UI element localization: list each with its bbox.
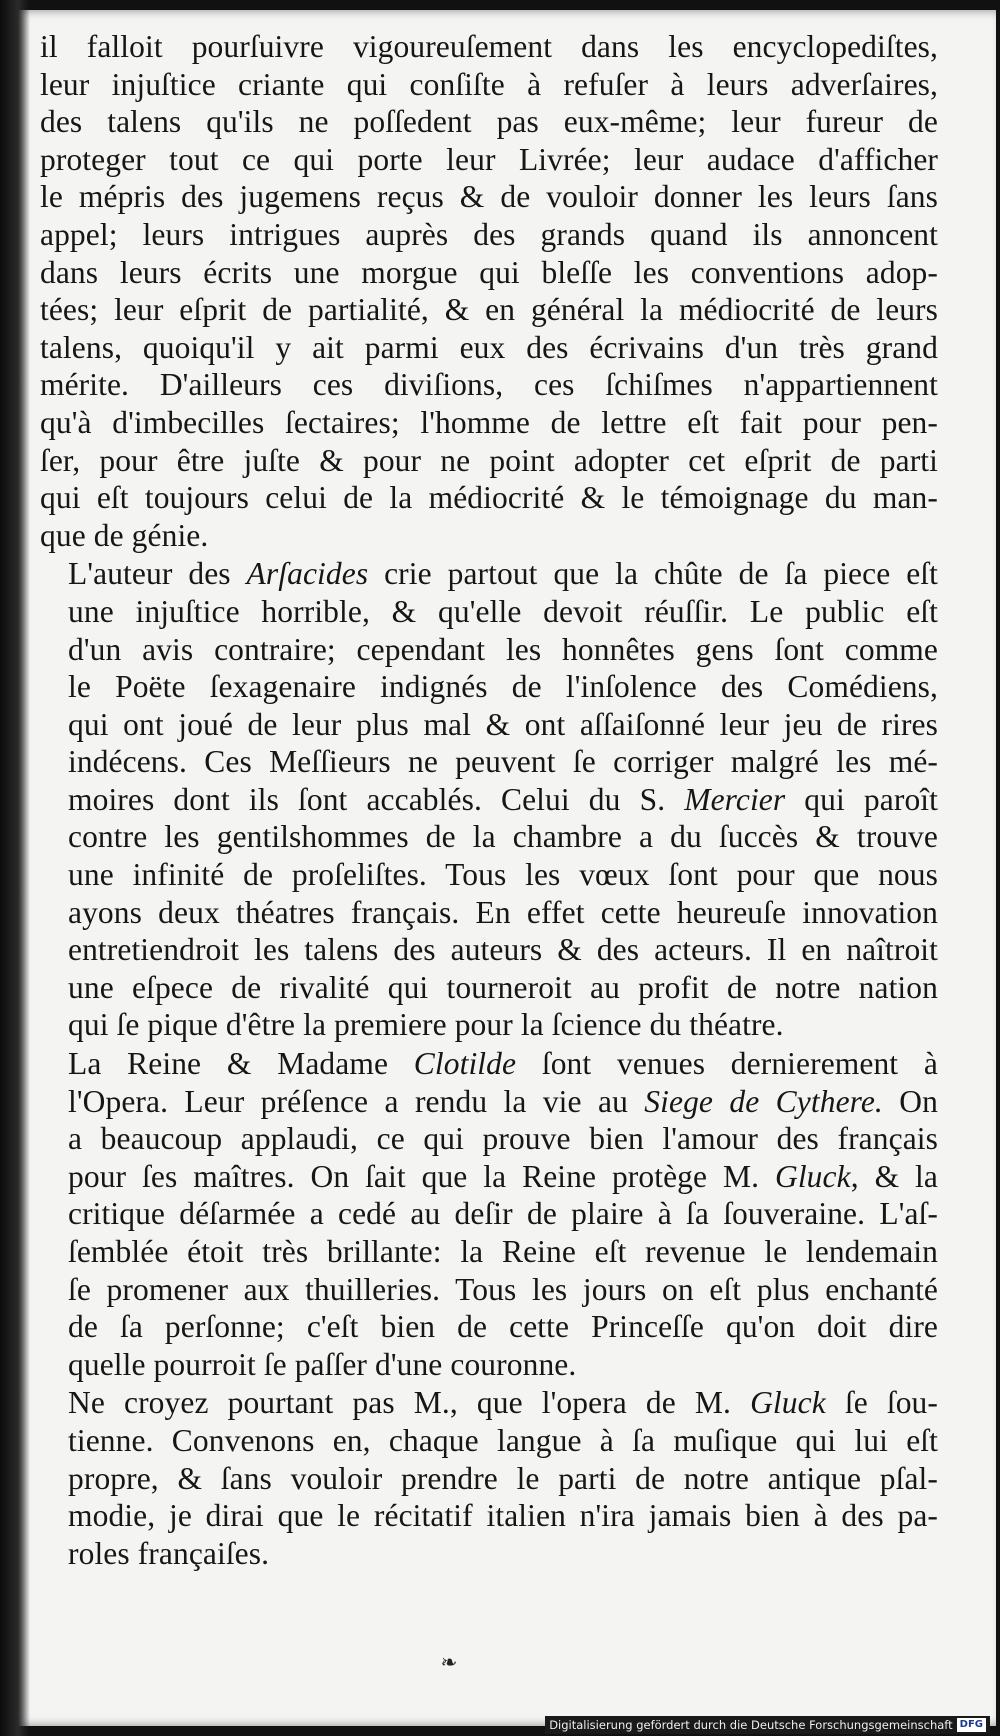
text-line: ſemblée étoit très brillante: la Reine eſt revenue le lendemain (68, 1234, 938, 1269)
text-line: talens, quoiqu'il y ait parmi eux des écrivains d'un très grand (40, 329, 938, 365)
binding-edge (0, 0, 30, 1736)
text-line: qui ont joué de leur plus mal & ont aſſaiſonné leur jeu de rires (68, 706, 938, 742)
text-line: entretiendroit les talens des auteurs & des acteurs. Il en naîtroit (68, 932, 938, 968)
text-line: l'Opera. Leur préſence a rendu la vie au Siege de Cythere. On (68, 1083, 938, 1119)
text-line: proteger tout ce qui porte leur Livrée; leur audace d'afficher (40, 141, 938, 177)
page-text (40, 28, 938, 1572)
footer-credit: Digitalisierung gefördert durch die Deutsche Forschungsgemeinschaft (549, 1718, 953, 1732)
italic-title: Siege de Cythere. (644, 1083, 883, 1119)
text-line: il falloit pourſuivre vigoureuſement dans les encyclopediſtes, (40, 29, 938, 64)
text-line: qui eſt toujours celui de la médiocrité & le témoignage du man- (40, 480, 938, 516)
paragraph (40, 1045, 938, 1383)
text-line: dans leurs écrits une morgue qui bleſſe les conventions adop- (40, 254, 938, 290)
text-line: leur injuſtice criante qui conſiſte à refuſer à leurs adverſaires, (40, 66, 938, 102)
text-line: d'un avis contraire; cependant les honnêtes gens ſont comme (68, 631, 938, 667)
text-line: propre, & ſans vouloir prendre le parti de notre antique pſal- (68, 1460, 938, 1496)
text-line: tienne. Convenons en, chaque langue à ſa muſique qui lui eſt (68, 1422, 938, 1458)
text-line: de ſa perſonne; c'eſt bien de cette Princeſſe qu'on doit dire (68, 1309, 938, 1345)
italic-title: Arſacides (246, 556, 369, 592)
text-line: moires dont ils ſont accablés. Celui du S. Mercier qui paroît (68, 781, 939, 817)
italic-title: Gluck (750, 1385, 826, 1421)
italic-title: Gluck (774, 1158, 851, 1194)
text-line: La Reine & Madame Clotilde ſont venues dernierement à (68, 1046, 938, 1082)
ornament-mark: ❧ (440, 1650, 458, 1674)
text-line: le Poëte ſexagenaire indignés de l'inſolence des Comédiens, (68, 669, 938, 705)
text-line: ſe promener aux thuilleries. Tous les jours on eſt plus enchanté (68, 1271, 938, 1307)
text-line: appel; leurs intrigues auprès des grands quand ils annoncent (40, 216, 938, 252)
paragraph (40, 1384, 938, 1572)
digitization-footer (545, 1716, 990, 1734)
paragraph (40, 555, 938, 1044)
text-line: Ne croyez pourtant pas M., que l'opera de M. Gluck ſe ſou- (68, 1385, 938, 1421)
paragraph (40, 28, 938, 554)
text-line: roles françaiſes. (68, 1535, 270, 1571)
text-line: tées; leur eſprit de partialité, & en général la médiocrité de leurs (40, 292, 938, 328)
text-line: contre les gentilshommes de la chambre a du ſuccès & trouve (68, 819, 938, 855)
text-line: critique déſarmée a cedé au deſir de plaire à ſa ſouveraine. L'aſ- (68, 1196, 938, 1232)
text-line: modie, je dirai que le récitatif italien n'ira jamais bien à des pa- (68, 1498, 938, 1534)
italic-title: Mercier (684, 781, 786, 817)
text-line: quelle pourroit ſe paſſer d'une couronne. (68, 1346, 577, 1382)
text-line: qui ſe pique d'être la premiere pour la ſcience du théatre. (68, 1007, 784, 1043)
text-line: une eſpece de rivalité qui tourneroit au profit de notre nation (68, 969, 938, 1005)
text-line: indécens. Ces Meſſieurs ne peuvent ſe corriger malgré les mé- (68, 744, 938, 780)
text-line: une infinité de proſeliſtes. Tous les vœux ſont pour que nous (68, 857, 938, 893)
text-line: une injuſtice horrible, & qu'elle devoit réuſſir. Le public eſt (68, 593, 938, 629)
text-line: ſer, pour être juſte & pour ne point adopter cet eſprit de parti (40, 442, 938, 478)
italic-title: Clotilde (413, 1046, 517, 1082)
dfg-logo: DFG (957, 1718, 986, 1732)
text-line: que de génie. (40, 517, 209, 553)
text-line: qu'à d'imbecilles ſectaires; l'homme de lettre eſt fait pour pen- (40, 404, 938, 440)
text-line: mérite. D'ailleurs ces diviſions, ces ſchiſmes n'appartiennent (40, 367, 938, 403)
text-line: le mépris des jugemens reçus & de vouloir donner les leurs ſans (40, 179, 938, 215)
text-line: a beaucoup applaudi, ce qui prouve bien l'amour des français (68, 1121, 938, 1157)
text-line: des talens qu'ils ne poſſedent pas eux-même; leur fureur de (40, 104, 938, 140)
text-line: L'auteur des Arſacides crie partout que la chûte de ſa piece eſt (68, 556, 938, 592)
text-line: pour ſes maîtres. On ſait que la Reine protège M. Gluck, & la (68, 1158, 938, 1194)
text-line: ayons deux théatres français. En effet cette heureuſe innovation (68, 894, 938, 930)
